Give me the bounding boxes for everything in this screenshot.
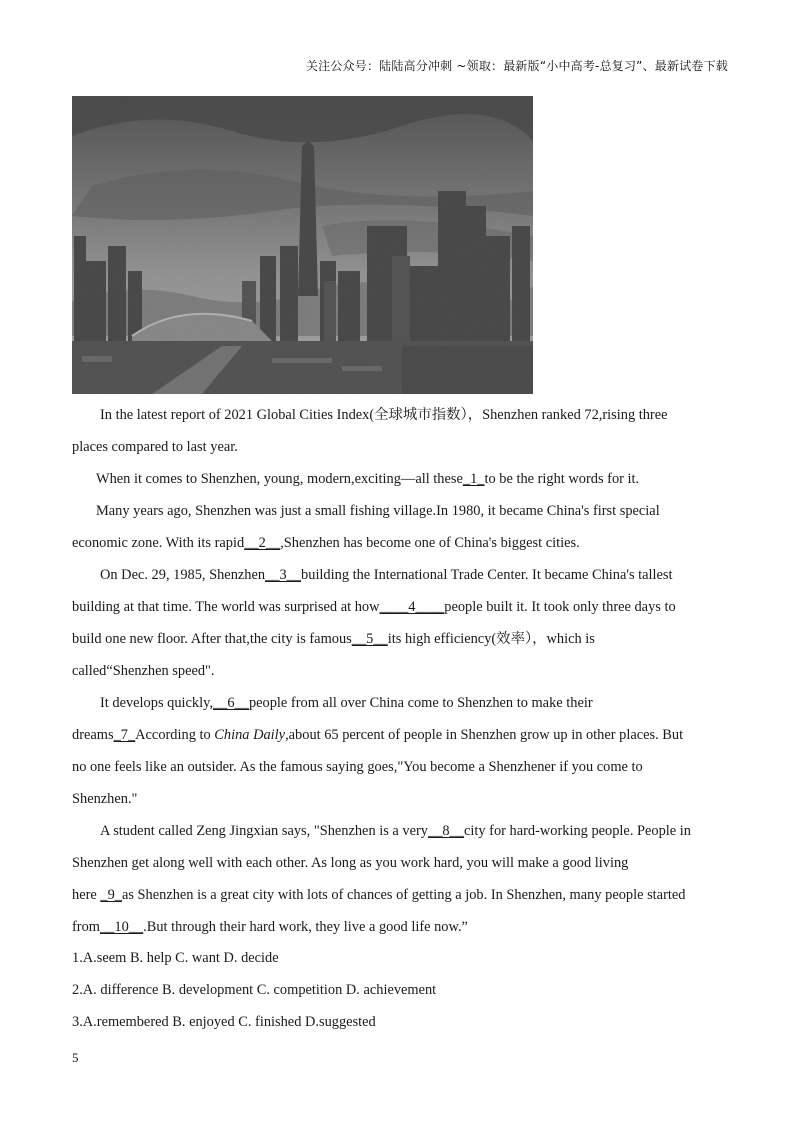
page-header: 关注公众号：陆陆高分冲刺 ~领取：最新版“小中高考-总复习”、最新试卷下载 [305,59,728,73]
passage-text: According to [135,727,211,743]
passage-text: When it comes to Shenzhen, young, modern,exciting—all these [96,471,463,487]
passage-line [72,495,728,527]
passage-text: In the latest report of 2021 Global Cities Index(全球城市指数），Shenzhen ranked 72,rising three [100,407,668,423]
reading-passage [72,399,728,943]
passage-text: no one feels like an outsider. As the famous saying goes,"You become a Shenzhener if you come to [72,759,643,775]
passage-text: people built it. It took only three days to [444,599,676,615]
passage-text: ,Shenzhen has become one of China's biggest cities. [280,535,580,551]
passage-line [72,527,728,559]
shenzhen-skyline-photo [72,96,533,394]
source-title: China Daily [214,727,286,743]
passage-line [72,431,728,463]
blank-5: __5__ [351,631,388,647]
passage-text: places compared to last year. [72,439,238,455]
passage-text: Many years ago, Shenzhen was just a small fishing village.In 1980, it became China's first special [96,503,660,519]
option-line-1: 1.A.seem B. help C. want D. decide [72,950,279,966]
passage-line [72,623,728,655]
option-line-2: 2.A. difference B. development C. competition D. achievement [72,982,437,998]
passage-line [72,399,728,431]
passage-text: It develops quickly, [100,695,213,711]
option-line-3: 3.A.remembered B. enjoyed C. finished D.suggested [72,1014,376,1030]
passage-line [72,655,728,687]
passage-text: here [72,887,97,903]
passage-text: to be the right words for it. [484,471,640,487]
passage-line [72,815,728,847]
blank-9: _9_ [100,887,122,903]
passage-text: A student called Zeng Jingxian says, "Shenzhen is a very [100,823,428,839]
answer-options [72,942,436,1038]
passage-line [72,559,728,591]
passage-text: economic zone. With its rapid [72,535,245,551]
blank-1: _1_ [462,471,485,487]
blank-7: _7_ [113,727,136,743]
passage-text: people from all over China come to Shenzhen to make their [248,695,593,711]
blank-2: __2__ [244,535,281,551]
passage-text: On Dec. 29, 1985, Shenzhen [100,567,266,583]
passage-text: .But through their hard work, they live a good life now.” [143,919,468,935]
passage-text: from [72,919,100,935]
passage-text: Shenzhen." [72,791,138,807]
passage-text: dreams [72,727,114,743]
passage-text: build one new floor. After that,the city is famous [72,631,352,647]
passage-text: building at that time. The world was surprised at how [72,599,380,615]
passage-line [72,463,728,495]
blank-3: __3__ [265,567,302,583]
blank-4: ____4____ [379,599,445,615]
passage-line [72,591,728,623]
passage-line [72,911,728,943]
page-number: 5 [72,1050,79,1065]
passage-line [72,719,728,751]
passage-line [72,783,728,815]
passage-line [72,751,728,783]
passage-text: building the International Trade Center. It became China's tallest [301,567,673,583]
passage-text: ,about 65 percent of people in Shenzhen grow up in other places. But [285,727,684,743]
blank-6: __6__ [212,695,249,711]
blank-10: __10__ [99,919,144,935]
passage-text: called“Shenzhen speed". [72,663,215,679]
passage-text: as Shenzhen is a great city with lots of chances of getting a job. In Shenzhen, many people started [121,887,686,903]
passage-text: city for hard-working people. People in [463,823,691,839]
passage-line [72,687,728,719]
passage-line [72,847,728,879]
passage-line [72,879,728,911]
blank-8: __8__ [428,823,464,839]
passage-text: Shenzhen get along well with each other. As long as you work hard, you will make a good living [72,855,629,871]
passage-text: its high efficiency(效率），which is [387,631,595,647]
